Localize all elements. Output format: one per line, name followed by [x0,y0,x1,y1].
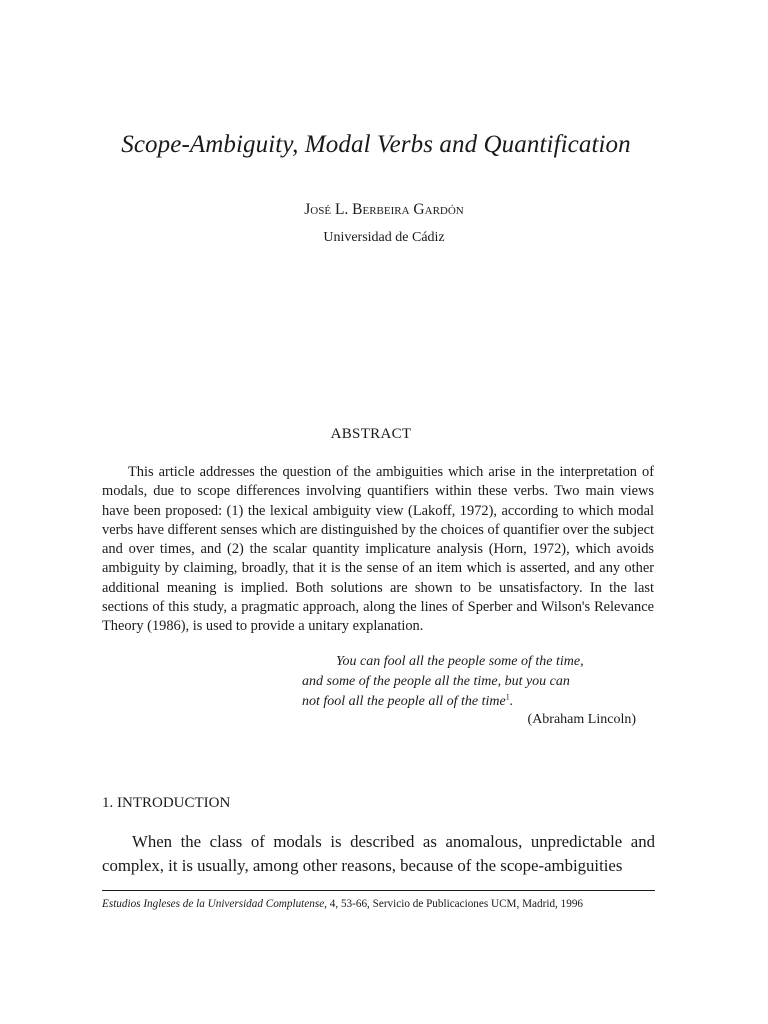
epigraph-line-text: not fool all the people all of the time [302,694,506,709]
epigraph-quote [300,652,620,712]
footer-divider [102,890,655,891]
footer-journal: Estudios Ingleses de la Universidad Complutense, [102,898,327,910]
section-heading-introduction: 1. INTRODUCTION [102,795,231,811]
epigraph-line: and some of the people all the time, but you can [302,674,570,689]
footer-citation [102,896,662,912]
author-name: José L. Berbeira Gardón [304,201,464,218]
introduction-text: When the class of modals is described as anomalous, unpredictable and complex, it is usually, among other reasons, because of the scope-ambiguities [102,832,655,875]
epigraph-line: You can fool all the people some of the time, [336,654,584,669]
epigraph-line-end: . [509,694,514,709]
epigraph-attribution: (Abraham Lincoln) [527,712,636,727]
author-affiliation: Universidad de Cádiz [323,230,445,245]
epigraph-line [300,692,620,712]
footnote-marker[interactable]: 1 [505,692,510,702]
abstract-heading: ABSTRACT [330,426,412,442]
article-title: Scope-Ambiguity, Modal Verbs and Quantification [121,131,631,158]
footer-details: 4, 53-66, Servicio de Publicaciones UCM, Madrid, 1996 [326,898,584,910]
abstract-text: This article addresses the question of the ambiguities which arise in the interpretation of modals, due to scope differences involving quantifiers within these verbs. Two main views have been proposed: (1) the lexical ambiguity view (Lakoff, 1972), according to which modal verbs have different senses which are distinguished by the choices of quantifier over the subject and over times, and (2) the scalar quantity implicature analysis (Horn, 1972), which avoids ambiguity by claiming, broadly, that it is the sense of an item which is asserted, and any other additional meaning is implied. Both solutions are shown to be unsatisfactory. In the last sections of this study, a pragmatic approach, along the lines of Sperber and Wilson's Relevance Theory (1986), is used to provide a unitary explanation. [102,464,654,635]
